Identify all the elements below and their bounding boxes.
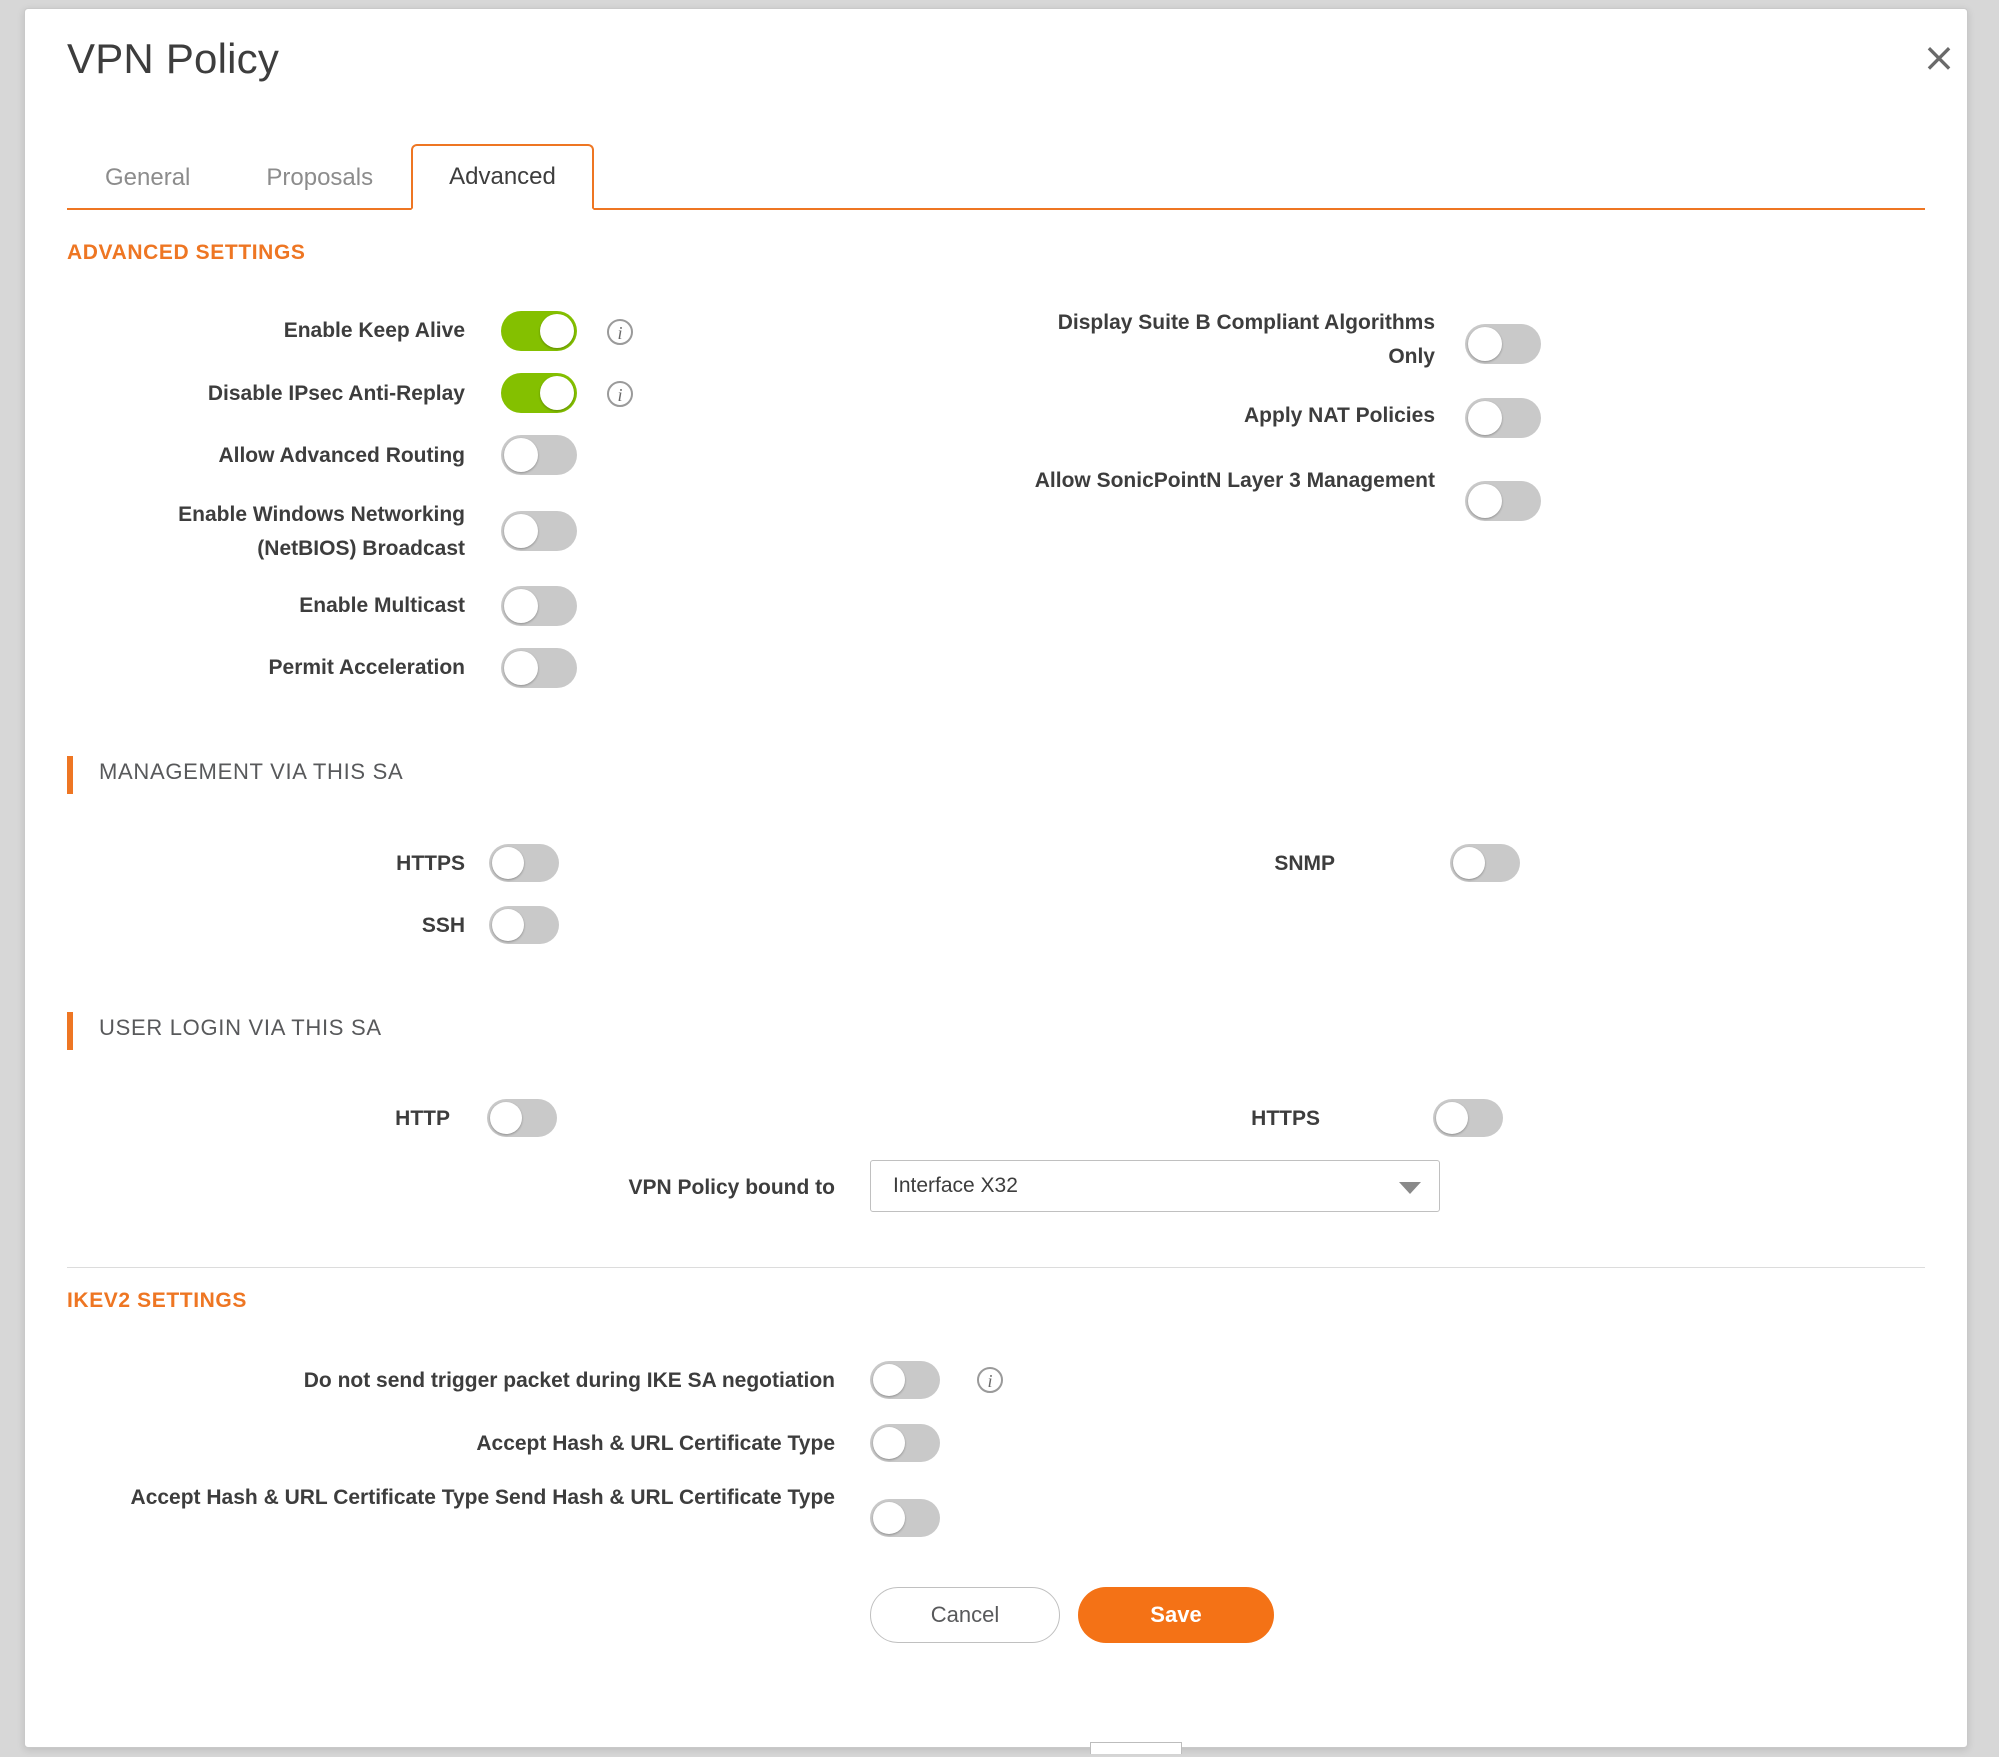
toggle-knob (540, 376, 574, 410)
toggle-permit-acceleration[interactable] (501, 648, 577, 688)
toggle-knob (540, 314, 574, 348)
toggle-management-ssh[interactable] (489, 906, 559, 944)
label-enable-keep-alive: Enable Keep Alive (283, 319, 465, 342)
label-user-login-https: HTTPS (1251, 1107, 1320, 1130)
page-title: VPN Policy (67, 35, 280, 82)
tab-general[interactable]: General (105, 164, 191, 191)
toggle-display-suite-b[interactable] (1465, 324, 1541, 364)
toggle-enable-windows-networking[interactable] (501, 511, 577, 551)
label-vpn-policy-bound-to: VPN Policy bound to (628, 1176, 835, 1199)
label-allow-sonicpointn-l3: Allow SonicPointN Layer 3 Management (1034, 469, 1435, 492)
toggle-knob (1436, 1102, 1468, 1134)
cancel-button[interactable]: Cancel (870, 1587, 1060, 1643)
toggle-management-https[interactable] (489, 844, 559, 882)
management-via-sa-heading: MANAGEMENT VIA THIS SA (67, 759, 403, 785)
tab-proposals[interactable]: Proposals (266, 164, 374, 191)
label-enable-windows-networking: Enable Windows Networking (NetBIOS) Broadcast (178, 503, 465, 560)
toggle-user-login-http[interactable] (487, 1099, 557, 1137)
toggle-knob (492, 909, 524, 941)
vpn-policy-bound-to-value: Interface X32 (893, 1174, 1018, 1197)
toggle-allow-sonicpointn-l3[interactable] (1465, 481, 1541, 521)
ikev2-settings-heading: IKEV2 SETTINGS (67, 1289, 247, 1312)
close-icon[interactable]: × (1922, 35, 1956, 81)
toggle-knob (504, 651, 538, 685)
toggle-disable-ipsec-anti-replay[interactable] (501, 373, 577, 413)
chevron-down-icon (1399, 1182, 1421, 1194)
vpn-policy-bound-to-select[interactable] (870, 1160, 1440, 1212)
toggle-knob (1468, 401, 1502, 435)
tab-bar (67, 148, 1925, 210)
toggle-knob (504, 589, 538, 623)
label-display-suite-b: Display Suite B Compliant Algorithms Only (1057, 311, 1435, 368)
toggle-knob (504, 514, 538, 548)
user-login-via-sa-heading: USER LOGIN VIA THIS SA (67, 1015, 382, 1041)
label-allow-advanced-routing: Allow Advanced Routing (218, 444, 465, 467)
toggle-knob (873, 1427, 905, 1459)
label-management-snmp: SNMP (1274, 852, 1335, 875)
label-user-login-http: HTTP (395, 1107, 450, 1130)
toggle-enable-keep-alive[interactable] (501, 311, 577, 351)
label-do-not-send-trigger-packet: Do not send trigger packet during IKE SA negotiation (303, 1369, 835, 1392)
taskbar-notch (1090, 1742, 1182, 1754)
vpn-policy-dialog (24, 8, 1968, 1748)
toggle-knob (873, 1502, 905, 1534)
info-icon-disable-ipsec-anti-replay[interactable]: i (607, 381, 633, 407)
toggle-knob (1453, 847, 1485, 879)
toggle-knob (873, 1364, 905, 1396)
section-divider (67, 1267, 1925, 1268)
tab-advanced[interactable]: Advanced (411, 144, 594, 210)
toggle-enable-multicast[interactable] (501, 586, 577, 626)
toggle-knob (1468, 327, 1502, 361)
toggle-knob (504, 438, 538, 472)
toggle-management-snmp[interactable] (1450, 844, 1520, 882)
save-button[interactable]: Save (1078, 1587, 1274, 1643)
label-accept-send-hash-url-cert-type: Accept Hash & URL Certificate Type Send Hash & URL Certificate Type (130, 1486, 835, 1509)
info-icon-do-not-send-trigger-packet[interactable]: i (977, 1367, 1003, 1393)
label-accept-hash-url-cert-type: Accept Hash & URL Certificate Type (476, 1432, 835, 1455)
toggle-knob (492, 847, 524, 879)
toggle-do-not-send-trigger-packet[interactable] (870, 1361, 940, 1399)
label-management-https: HTTPS (396, 852, 465, 875)
toggle-knob (490, 1102, 522, 1134)
toggle-accept-hash-url-cert-type[interactable] (870, 1424, 940, 1462)
toggle-knob (1468, 484, 1502, 518)
label-enable-multicast: Enable Multicast (299, 594, 465, 617)
label-disable-ipsec-anti-replay: Disable IPsec Anti-Replay (207, 382, 465, 405)
toggle-user-login-https[interactable] (1433, 1099, 1503, 1137)
label-permit-acceleration: Permit Acceleration (268, 656, 465, 679)
advanced-settings-heading: ADVANCED SETTINGS (67, 241, 306, 264)
toggle-apply-nat-policies[interactable] (1465, 398, 1541, 438)
info-icon-enable-keep-alive[interactable]: i (607, 319, 633, 345)
toggle-accept-send-hash-url-cert-type[interactable] (870, 1499, 940, 1537)
toggle-allow-advanced-routing[interactable] (501, 435, 577, 475)
label-apply-nat-policies: Apply NAT Policies (1244, 404, 1435, 427)
label-management-ssh: SSH (421, 914, 465, 937)
